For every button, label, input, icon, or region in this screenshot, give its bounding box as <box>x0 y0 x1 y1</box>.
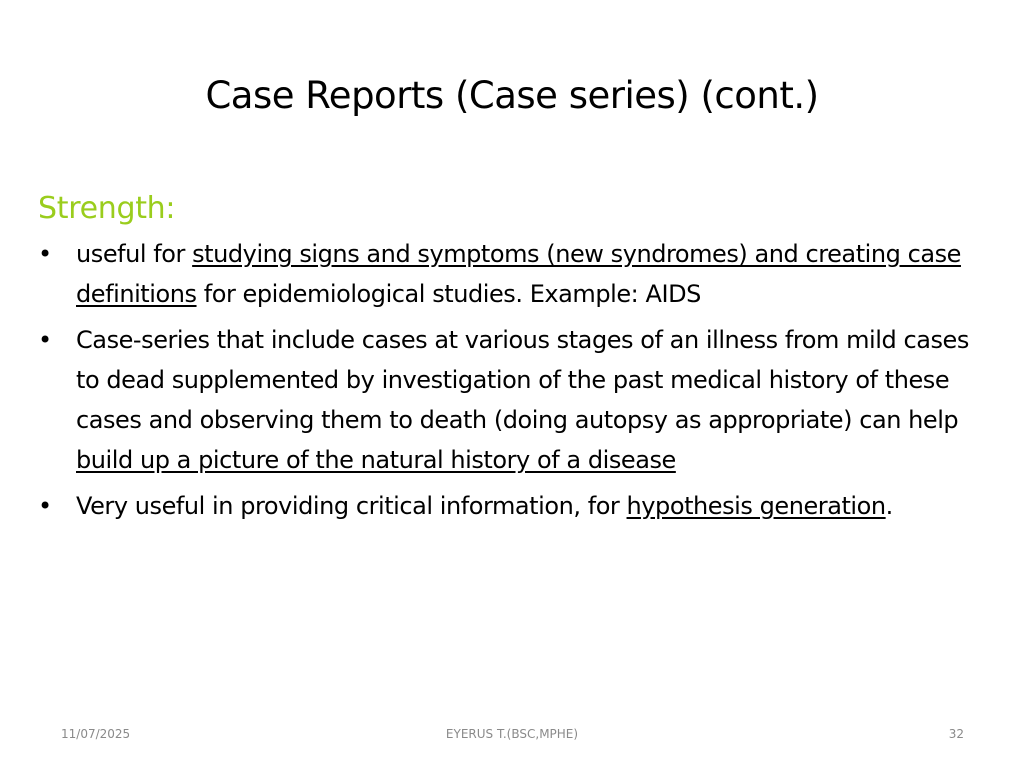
bullet-marker: • <box>38 240 52 268</box>
page-number: 32 <box>948 727 964 741</box>
bullet-underlined-text: build up a picture of the natural history of a disease <box>76 446 676 474</box>
section-heading: Strength: <box>38 191 176 226</box>
bullet-item <box>38 320 978 480</box>
bullet-text: useful for <box>76 240 193 268</box>
bullet-item <box>38 486 978 526</box>
bullet-marker: • <box>38 326 52 354</box>
footer-date: 11/07/2025 <box>61 727 131 741</box>
bullet-underlined-text: studying signs and symptoms (new syndromes) and creating case definitions <box>76 240 961 308</box>
bullet-text: Case-series that include cases at various stages of an illness from mild cases to dead supplemented by investigation of the past medical history of these cases and observing them to death (doing autopsy as appropriate) can help <box>76 326 969 434</box>
bullet-text: . <box>885 492 893 520</box>
bullet-text: for epidemiological studies. Example: AIDS <box>196 280 701 308</box>
slide-content <box>38 188 978 532</box>
footer-author: EYERUS T.(BSC,MPHE) <box>445 727 579 741</box>
bullet-item <box>38 234 978 314</box>
slide-title: Case Reports (Case series) (cont.) <box>205 74 819 117</box>
bullet-marker: • <box>38 492 52 520</box>
bullet-list <box>38 234 978 526</box>
bullet-text: Very useful in providing critical information, for <box>76 492 627 520</box>
bullet-underlined-text: hypothesis generation <box>626 492 886 520</box>
